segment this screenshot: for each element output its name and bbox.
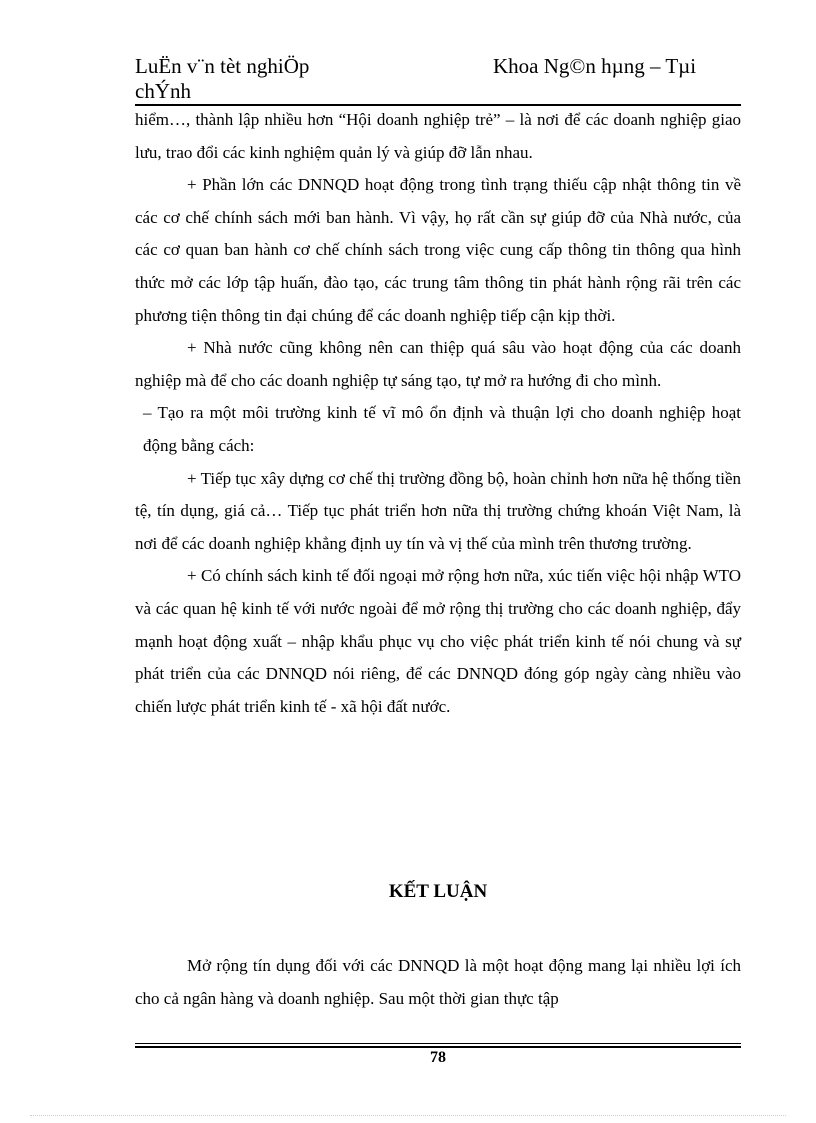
body-text [135, 104, 741, 723]
section-heading-conclusion: KẾT LUẬN [388, 881, 488, 902]
conclusion-text [135, 950, 741, 1015]
footer-divider-thin [135, 1043, 741, 1044]
paragraph-conclusion: Mở rộng tín dụng đối với các DNNQD là một hoạt động mang lại nhiều lợi ích cho cả ngân hàng và doanh nghiệp. Sau một thời gian thực tập [135, 956, 741, 1008]
page-header [135, 54, 741, 104]
paragraph-macro-environment: – Tạo ra một môi trường kinh tế vĩ mô ổn định và thuận lợi cho doanh nghiệp hoạt động bằng cách: [143, 403, 741, 455]
paragraph-information-support: + Phần lớn các DNNQD hoạt động trong tình trạng thiếu cập nhật thông tin về các cơ chế chính sách mới ban hành. Vì vậy, họ rất cần sự giúp đỡ của Nhà nước, của các cơ quan ban hành cơ chế chính sách trong việc cung cấp thông tin thông qua hình thức mở các lớp tập huấn, đào tạo, các trung tâm thông tin phát hành rộng rãi trên các phương tiện thông tin đại chúng để các doanh nghiệp tiếp cận kịp thời. [135, 175, 741, 325]
paragraph-market-mechanism: + Tiếp tục xây dựng cơ chế thị trường đồng bộ, hoàn chỉnh hơn nữa hệ thống tiền tệ, tín dụng, giá cả… Tiếp tục phát triển hơn nữa thị trường chứng khoán Việt Nam, là nơi để các doanh nghiệp khẳng định uy tín và vị thế của mình trên thương trường. [135, 468, 741, 553]
header-right-title: Khoa Ng©n hµng – Tµi [493, 54, 697, 78]
page-number: 78 [430, 1049, 446, 1066]
header-left-title: LuËn v¨n tèt nghiÖp chÝnh [135, 54, 310, 103]
paragraph-foreign-policy: + Có chính sách kinh tế đối ngoại mở rộng hơn nữa, xúc tiến việc hội nhập WTO và các quan hệ kinh tế với nước ngoài để mở rộng thị trường cho các doanh nghiệp, đẩy mạnh hoạt động xuất – nhập khẩu phục vụ cho việc phát triển kinh tế nói chung và sự phát triển của các DNNQD nói riêng, để các DNNQD đóng góp ngày càng nhiều vào chiến lược phát triển kinh tế - xã hội đất nước. [135, 566, 741, 716]
paragraph-continuation: hiểm…, thành lập nhiều hơn “Hội doanh nghiệp trẻ” – là nơi để các doanh nghiệp giao lưu, trao đổi các kinh nghiệm quản lý và giúp đỡ lẫn nhau. [135, 110, 741, 162]
paragraph-state-intervention: + Nhà nước cũng không nên can thiệp quá sâu vào hoạt động của các doanh nghiệp mà để cho các doanh nghiệp tự sáng tạo, tự mở ra hướng đi cho mình. [135, 338, 741, 390]
page-bottom-edge [30, 1115, 786, 1116]
